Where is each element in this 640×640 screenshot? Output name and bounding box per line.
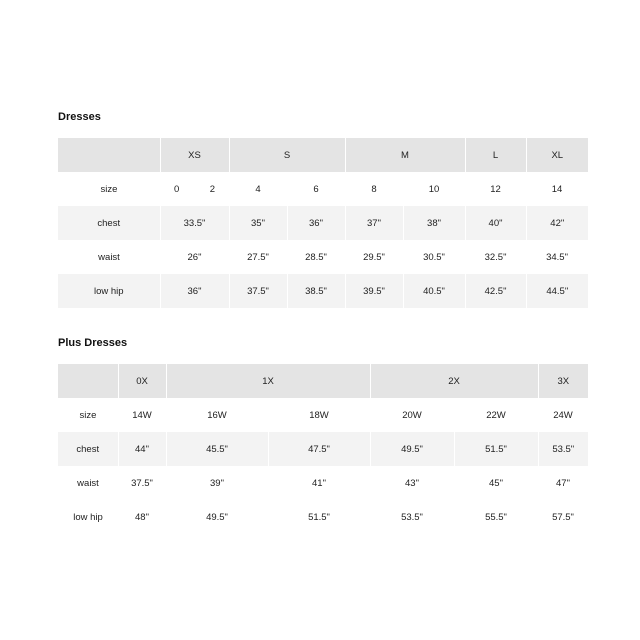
size-value: 6 bbox=[313, 183, 319, 195]
waist-value: 30.5" bbox=[423, 251, 445, 263]
row-label-size: size bbox=[79, 409, 97, 421]
size-value: 24W bbox=[553, 409, 573, 421]
low-hip-value: 51.5" bbox=[308, 511, 330, 523]
table-row bbox=[58, 500, 588, 534]
size-value: 22W bbox=[486, 409, 506, 421]
chest-value: 49.5" bbox=[370, 432, 454, 466]
size-cell-xs bbox=[160, 172, 229, 206]
chest-value: 36" bbox=[287, 206, 345, 240]
low-hip-value: 44.5" bbox=[526, 274, 588, 308]
low-hip-value: 57.5" bbox=[552, 511, 574, 523]
plus-header-blank bbox=[58, 364, 118, 398]
low-hip-value: 40.5" bbox=[403, 274, 465, 308]
low-hip-value: 53.5" bbox=[401, 511, 423, 523]
size-value: 4 bbox=[255, 183, 261, 195]
row-label-chest: chest bbox=[58, 206, 160, 240]
low-hip-value: 42.5" bbox=[465, 274, 526, 308]
low-hip-value: 39.5" bbox=[345, 274, 403, 308]
table-row bbox=[58, 466, 588, 500]
chest-value: 47.5" bbox=[268, 432, 370, 466]
row-label-waist: waist bbox=[77, 477, 99, 489]
waist-value: 27.5" bbox=[247, 251, 269, 263]
plus-dresses-title: Plus Dresses bbox=[58, 337, 128, 349]
size-value: 0 bbox=[174, 183, 180, 195]
row-label-waist: waist bbox=[98, 251, 120, 263]
row-label-chest: chest bbox=[58, 432, 118, 466]
plus-header-2x: 2X bbox=[370, 364, 538, 398]
plus-dresses-size-table bbox=[58, 364, 588, 534]
dresses-header-xl: XL bbox=[526, 138, 588, 172]
size-value: 14W bbox=[132, 409, 152, 421]
size-value: 12 bbox=[490, 183, 501, 195]
row-label-low-hip: low hip bbox=[73, 511, 103, 523]
chest-value: 53.5" bbox=[538, 432, 588, 466]
waist-value: 45" bbox=[489, 477, 503, 489]
dresses-title: Dresses bbox=[58, 111, 101, 123]
plus-header-3x: 3X bbox=[538, 364, 588, 398]
dresses-header-s: S bbox=[229, 138, 345, 172]
waist-value: 39" bbox=[210, 477, 224, 489]
chest-value: 33.5" bbox=[160, 206, 229, 240]
size-value: 14 bbox=[551, 183, 563, 195]
low-hip-value: 36" bbox=[160, 274, 229, 308]
chest-value: 35" bbox=[229, 206, 287, 240]
table-row bbox=[58, 274, 588, 308]
waist-value: 37.5" bbox=[131, 477, 153, 489]
waist-value: 34.5" bbox=[546, 251, 568, 263]
low-hip-value: 49.5" bbox=[206, 511, 228, 523]
chest-value: 40" bbox=[465, 206, 526, 240]
waist-value: 47" bbox=[556, 477, 570, 489]
table-row bbox=[58, 206, 588, 240]
plus-header-1x: 1X bbox=[166, 364, 370, 398]
low-hip-value: 38.5" bbox=[287, 274, 345, 308]
dresses-header-blank bbox=[58, 138, 160, 172]
table-row bbox=[58, 432, 588, 466]
row-label-size: size bbox=[100, 183, 118, 195]
chest-value: 42" bbox=[526, 206, 588, 240]
row-label-low-hip: low hip bbox=[58, 274, 160, 308]
chest-value: 38" bbox=[403, 206, 465, 240]
chest-value: 37" bbox=[345, 206, 403, 240]
plus-header-0x: 0X bbox=[118, 364, 166, 398]
size-value: 2 bbox=[209, 183, 215, 195]
table-row bbox=[58, 240, 588, 274]
size-value: 8 bbox=[371, 183, 377, 195]
waist-value: 43" bbox=[405, 477, 419, 489]
low-hip-value: 55.5" bbox=[485, 511, 507, 523]
waist-value: 28.5" bbox=[305, 251, 327, 263]
dresses-header-xs: XS bbox=[160, 138, 229, 172]
table-row bbox=[58, 172, 588, 206]
waist-value: 26" bbox=[187, 251, 202, 263]
size-value: 10 bbox=[428, 183, 440, 195]
low-hip-value: 48" bbox=[135, 511, 149, 523]
waist-value: 41" bbox=[312, 477, 326, 489]
dresses-size-table bbox=[58, 138, 588, 308]
plus-header-row bbox=[58, 364, 588, 398]
chest-value: 51.5" bbox=[454, 432, 538, 466]
waist-value: 32.5" bbox=[484, 251, 507, 263]
dresses-header-row bbox=[58, 138, 588, 172]
chest-value: 44" bbox=[118, 432, 166, 466]
size-value: 16W bbox=[207, 409, 227, 421]
size-value: 20W bbox=[402, 409, 422, 421]
dresses-header-m: M bbox=[345, 138, 465, 172]
size-value: 18W bbox=[309, 409, 329, 421]
low-hip-value: 37.5" bbox=[229, 274, 287, 308]
dresses-header-l: L bbox=[465, 138, 526, 172]
chest-value: 45.5" bbox=[166, 432, 268, 466]
table-row bbox=[58, 398, 588, 432]
waist-value: 29.5" bbox=[363, 251, 385, 263]
